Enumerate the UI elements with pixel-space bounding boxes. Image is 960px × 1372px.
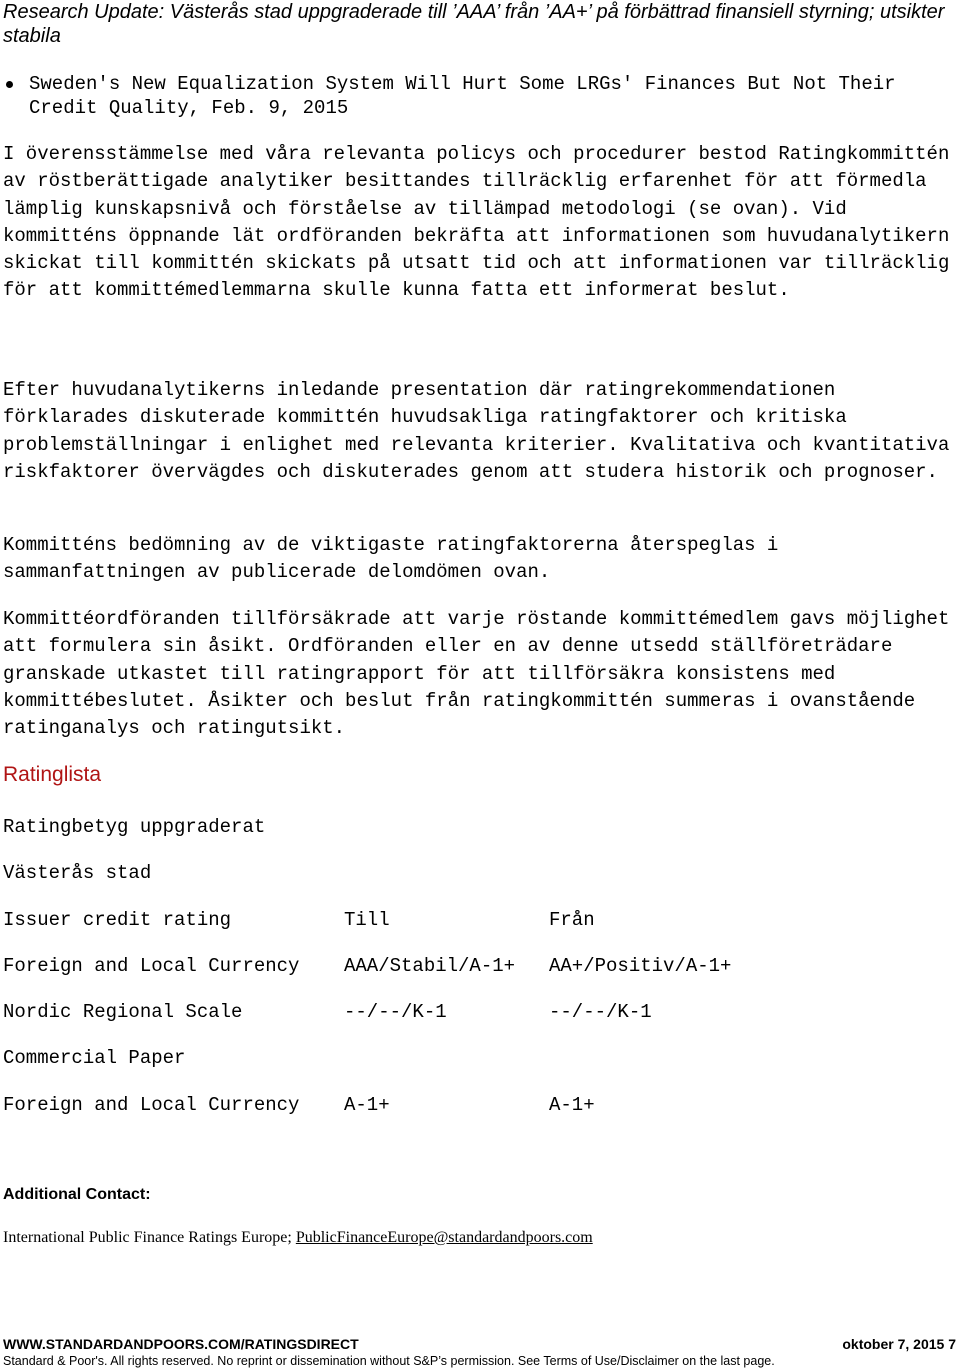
- rating-list-heading: Ratinglista: [3, 763, 102, 786]
- rating-type: Foreign and Local Currency: [3, 955, 300, 977]
- rating-from: --/--/K-1: [549, 1001, 652, 1023]
- rating-from: AA+/Positiv/A-1+: [549, 955, 732, 977]
- assessment-paragraph: Kommitténs bedömning av de viktigaste ratingfaktorerna återspeglas i sammanfattningen av publicerade delomdömen ovan.: [3, 534, 779, 584]
- presentation-paragraph: Efter huvudanalytikerns inledande presentation där ratingrekommendationen förklarades diskuterade kommittén huvudsakliga ratingfaktorer och kritiska problemställningar i enlighet med relevanta kriterier. Kvalitativa och kvantitativa riskfaktorer övervägdes och diskuterades genom att studera historik och prognoser.: [3, 379, 950, 483]
- rating-type: Nordic Regional Scale: [3, 1001, 243, 1023]
- report-title: Research Update: Västerås stad uppgraderade till ’AAA’ från ’AA+’ på förbättrad finansiell styrning; utsikter stabila: [3, 1, 945, 47]
- column-header-from: Från: [549, 909, 595, 931]
- committee-paragraph: I överensstämmelse med våra relevanta policys och procedurer bestod Ratingkommittén av röstberättigade analytiker besittandes tillräcklig erfarenhet för att förmedla lämplig kunskapsnivå och förståelse av tillämpad metodologi (se ovan). Vid kommitténs öppnande lät ordföranden bekräfta att informationen som huvudanalytikern skickat till kommittén skickats på utsatt tid och att informationen var tillräcklig för att kommittémedlemmarna skulle kunna fatta ett informerat beslut.: [3, 143, 950, 302]
- rating-from: A-1+: [549, 1094, 595, 1116]
- footer-copyright: Standard & Poor's. All rights reserved. No reprint or dissemination without S&P’s permission. See Terms of Use/Disclaimer on the last page.: [3, 1354, 775, 1368]
- rating-subtitle: Ratingbetyg uppgraderat: [3, 816, 266, 838]
- related-research-item[interactable]: [3, 72, 953, 120]
- contact-email-link[interactable]: PublicFinanceEurope@standardandpoors.com: [295, 1229, 593, 1246]
- table-row: [3, 1000, 953, 1024]
- column-header-issuer: Issuer credit rating: [3, 909, 232, 931]
- column-header-to: Till: [344, 909, 390, 931]
- related-research-label: Sweden's New Equalization System Will Hurt Some LRGs' Finances But Not Their Credit Quality, Feb. 9, 2015: [29, 73, 896, 119]
- issuer-name: Västerås stad: [3, 862, 152, 884]
- table-row: [3, 1046, 953, 1070]
- rating-type: Commercial Paper: [3, 1047, 186, 1069]
- bullet-icon: [6, 81, 13, 88]
- table-row: [3, 954, 953, 978]
- contact-line: [3, 1228, 593, 1248]
- rating-table-header: [3, 908, 953, 932]
- footer-date-page: oktober 7, 2015 7: [842, 1336, 956, 1352]
- contact-heading: Additional Contact:: [3, 1186, 151, 1203]
- rating-type: Foreign and Local Currency: [3, 1094, 300, 1116]
- table-row: [3, 1093, 953, 1117]
- related-research-list: [3, 72, 953, 120]
- rating-to: --/--/K-1: [344, 1001, 447, 1023]
- rating-to: AAA/Stabil/A-1+: [344, 955, 516, 977]
- rating-to: A-1+: [344, 1094, 390, 1116]
- chair-paragraph: Kommittéordföranden tillförsäkrade att varje röstande kommittémedlem gavs möjlighet att formulera sin åsikt. Ordföranden eller en av denne utsedd ställföreträdare granskade utkastet till ratingrapport för att tillförsäkra konsistens med kommittébeslutet. Åsikter och beslut från ratingkommittén summeras i ovanstående ratinganalys och ratingutsikt.: [3, 608, 950, 740]
- footer-url[interactable]: WWW.STANDARDANDPOORS.COM/RATINGSDIRECT: [3, 1336, 359, 1352]
- contact-org: International Public Finance Ratings Europe;: [3, 1229, 292, 1246]
